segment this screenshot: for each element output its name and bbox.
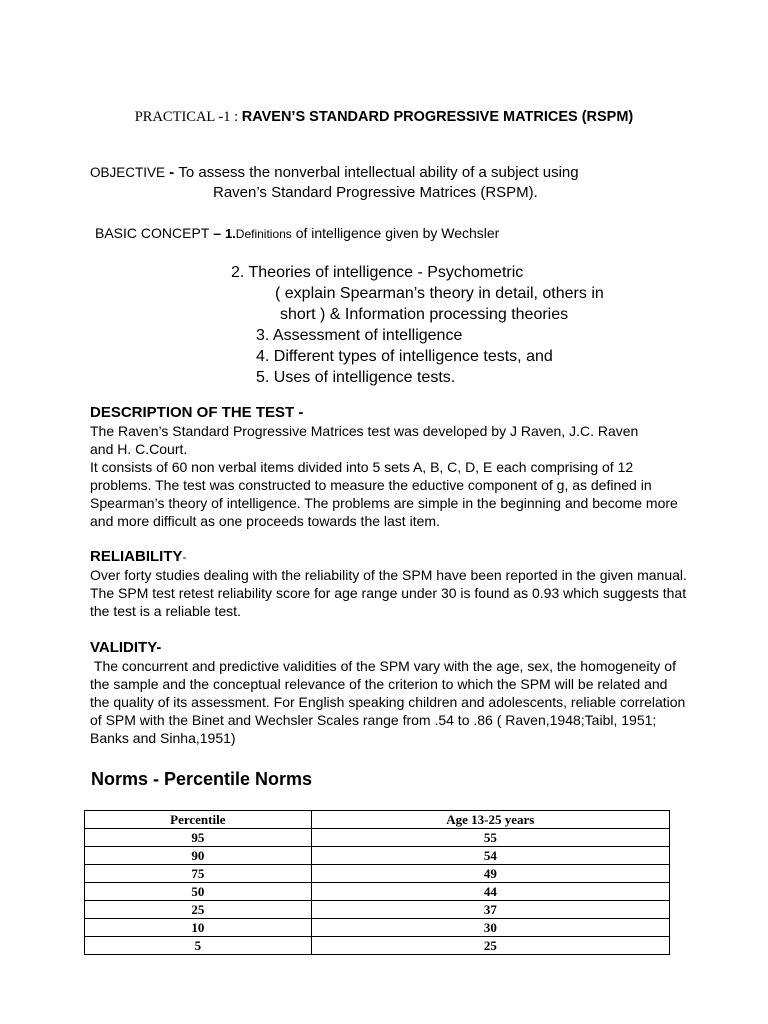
description-paragraph: It consists of 60 non verbal items divided into 5 sets A, B, C, D, E each comprising of 12 problems. The test was constructed to measure the eductive component of g, as defined in Spearman’s theory of intelligence. The problems are simple in the beginning and become more and more difficult as one proceeds towards the last item. (90, 459, 678, 529)
percentile-cell: 25 (85, 901, 312, 919)
concept-item: 5. Uses of intelligence tests. (256, 369, 456, 386)
validity-heading: VALIDITY- (90, 639, 162, 656)
table-row (85, 865, 670, 883)
column-header-age: Age 13-25 years (311, 811, 669, 829)
basic-concept-label: BASIC CONCEPT (95, 225, 210, 241)
objective-line2: Raven’s Standard Progressive Matrices (RSPM). (213, 184, 538, 201)
table-row (85, 847, 670, 865)
reliability-section (90, 547, 690, 620)
table-row (85, 829, 670, 847)
percentile-cell: 90 (85, 847, 312, 865)
percentile-cell: 5 (85, 937, 312, 955)
percentile-cell: 50 (85, 883, 312, 901)
validity-section (90, 639, 690, 747)
score-cell: 49 (311, 865, 669, 883)
score-cell: 44 (311, 883, 669, 901)
norms-table (84, 810, 670, 955)
score-cell: 55 (311, 829, 669, 847)
basic-concept-dash: – (209, 225, 225, 241)
validity-paragraph: The concurrent and predictive validities of the SPM vary with the age, sex, the homogeneity of the sample and the conceptual relevance of the criterion to which the SPM will be related and the quality of its assessment. For English speaking children and adolescents, reliable correlation of SPM with the Binet and Wechsler Scales range from .54 to .86 ( Raven,1948;Taibl, 1951; Banks and Sinha,1951) (90, 658, 690, 746)
reliability-paragraph: Over forty studies dealing with the reliability of the SPM have been reported in the given manual. The SPM test retest reliability score for age range under 30 is found as 0.93 which suggests that the test is a reliable test. (90, 567, 687, 619)
percentile-cell: 75 (85, 865, 312, 883)
objective-label: OBJECTIVE (90, 165, 166, 180)
score-cell: 25 (311, 937, 669, 955)
reliability-heading-row (90, 547, 690, 566)
percentile-cell: 95 (85, 829, 312, 847)
title-prefix: PRACTICAL -1 : (134, 109, 242, 125)
description-paragraph: The Raven’s Standard Progressive Matrices test was developed by J Raven, J.C. Raven and H. C.Court. (90, 423, 639, 457)
objective-dash: - (165, 164, 179, 181)
reliability-dash: - (182, 550, 187, 564)
norms-title: Norms - Percentile Norms (91, 769, 313, 789)
score-cell: 54 (311, 847, 669, 865)
description-section (90, 404, 690, 530)
concept-item: 4. Different types of intelligence tests, and (256, 348, 553, 365)
table-row (85, 919, 670, 937)
description-heading: DESCRIPTION OF THE TEST - (90, 404, 304, 421)
basic-concept-line (95, 225, 499, 241)
table-row (85, 883, 670, 901)
concept-item: ( explain Spearman’s theory in detail, others in (275, 285, 604, 302)
title-main: RAVEN’S STANDARD PROGRESSIVE MATRICES (RSPM) (241, 109, 634, 125)
reliability-heading: RELIABILITY (90, 548, 183, 565)
table-header-row (85, 811, 670, 829)
concept-item1-word: Definitions (235, 227, 292, 241)
concept-item: 2. Theories of intelligence - Psychometric (231, 264, 524, 281)
concept-item1-rest: of intelligence given by Wechsler (291, 225, 500, 241)
concept-item: 3. Assessment of intelligence (256, 327, 463, 344)
table-row (85, 901, 670, 919)
column-header-percentile: Percentile (85, 811, 312, 829)
objective-section (90, 163, 579, 203)
table-row (85, 937, 670, 955)
page-title (0, 109, 768, 126)
score-cell: 30 (311, 919, 669, 937)
concept-item: short ) & Information processing theories (280, 306, 569, 323)
objective-line1: To assess the nonverbal intellectual ability of a subject using (178, 164, 579, 181)
percentile-cell: 10 (85, 919, 312, 937)
score-cell: 37 (311, 901, 669, 919)
concept-list (231, 262, 604, 388)
concept-item1-num: 1. (224, 226, 236, 241)
